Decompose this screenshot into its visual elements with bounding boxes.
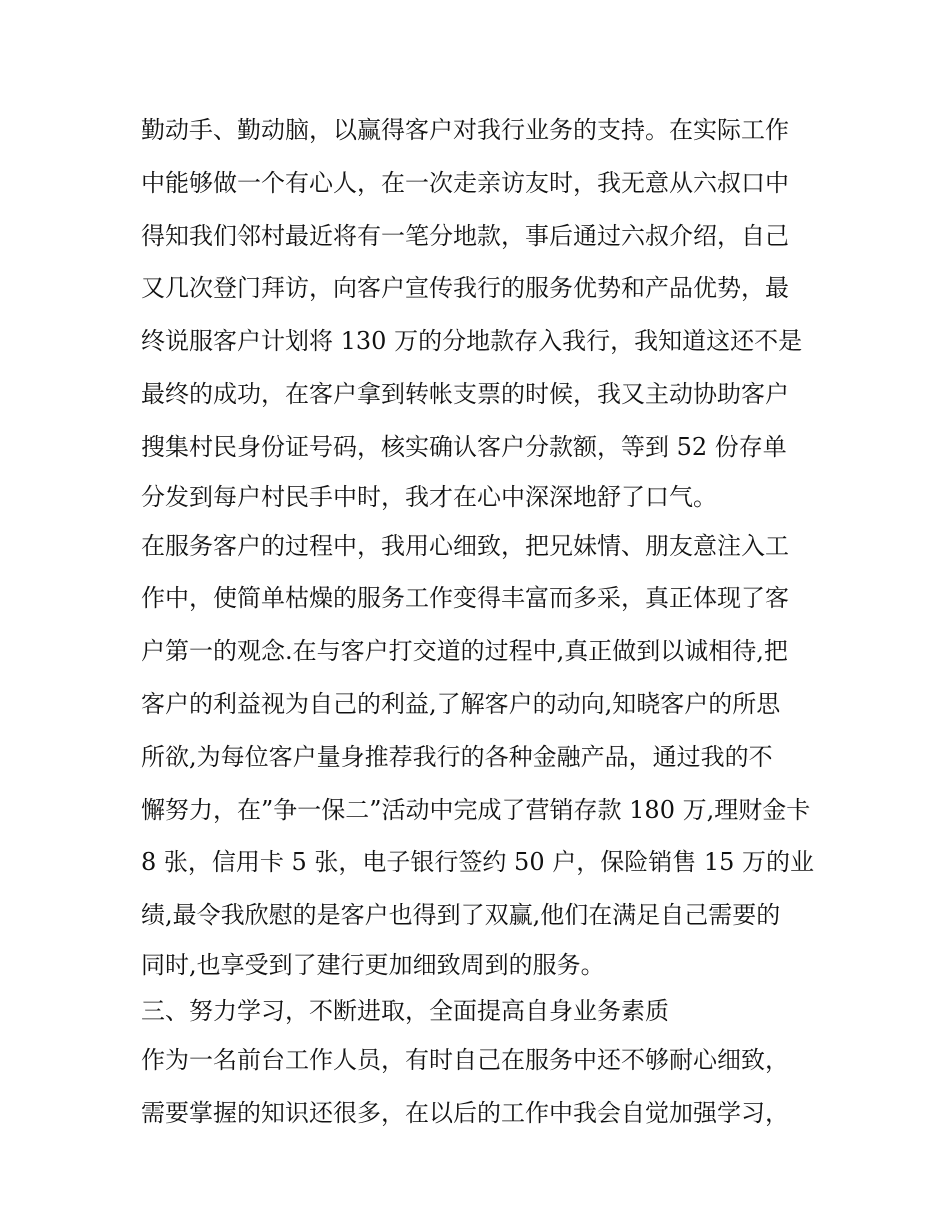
text-line: 户第一的观念.在与客户打交道的过程中,真正做到以诚相待,把 xyxy=(141,637,788,666)
text-line: 绩,最令我欣慰的是客户也得到了双赢,他们在满足自己需要的 xyxy=(141,901,781,930)
text-line: 需要掌握的知识还很多，在以后的工作中我会自觉加强学习， xyxy=(141,1098,789,1127)
text-line: 终说服客户计划将 130 万的分地款存入我行，我知道这还不是 xyxy=(141,327,803,356)
text-line: 同时,也享受到了建行更加细致周到的服务。 xyxy=(141,950,605,979)
section-heading: 三、努力学习，不断进取，全面提高自身业务素质 xyxy=(141,996,669,1025)
text-line: 又几次登门拜访，向客户宣传我行的服务优势和产品优势，最 xyxy=(141,274,789,303)
text-line: 搜集村民身份证号码，核实确认客户分款额，等到 52 份存单 xyxy=(141,432,787,461)
text-line: 客户的利益视为自己的利益,了解客户的动向,知晓客户的所思 xyxy=(141,689,781,718)
text-line: 懈努力，在”争一保二”活动中完成了营销存款 180 万,理财金卡 xyxy=(141,795,811,824)
paragraph-start-line: 作为一名前台工作人员，有时自己在服务中还不够耐心细致， xyxy=(141,1045,789,1074)
text-line: 分发到每户村民手中时，我才在心中深深地舒了口气。 xyxy=(141,482,717,511)
body-text xyxy=(141,104,821,1140)
paragraph-start-line: 在服务客户的过程中，我用心细致，把兄妹情、朋友意注入工 xyxy=(141,531,789,560)
text-line: 作中，使简单枯燥的服务工作变得丰富而多采，真正体现了客 xyxy=(141,584,789,613)
text-line: 勤动手、勤动脑，以赢得客户对我行业务的支持。在实际工作 xyxy=(141,116,789,144)
text-line: 中能够做一个有心人，在一次走亲访友时，我无意从六叔口中 xyxy=(141,168,789,197)
text-line: 所欲,为每位客户量身推荐我行的各种金融产品，通过我的不 xyxy=(141,742,773,771)
text-line: 得知我们邻村最近将有一笔分地款，事后通过六叔介绍，自己 xyxy=(141,221,789,250)
text-line: 8 张，信用卡 5 张，电子银行签约 50 户，保险销售 15 万的业 xyxy=(141,848,815,877)
text-line: 最终的成功，在客户拿到转帐支票的时候，我又主动协助客户 xyxy=(141,379,789,408)
